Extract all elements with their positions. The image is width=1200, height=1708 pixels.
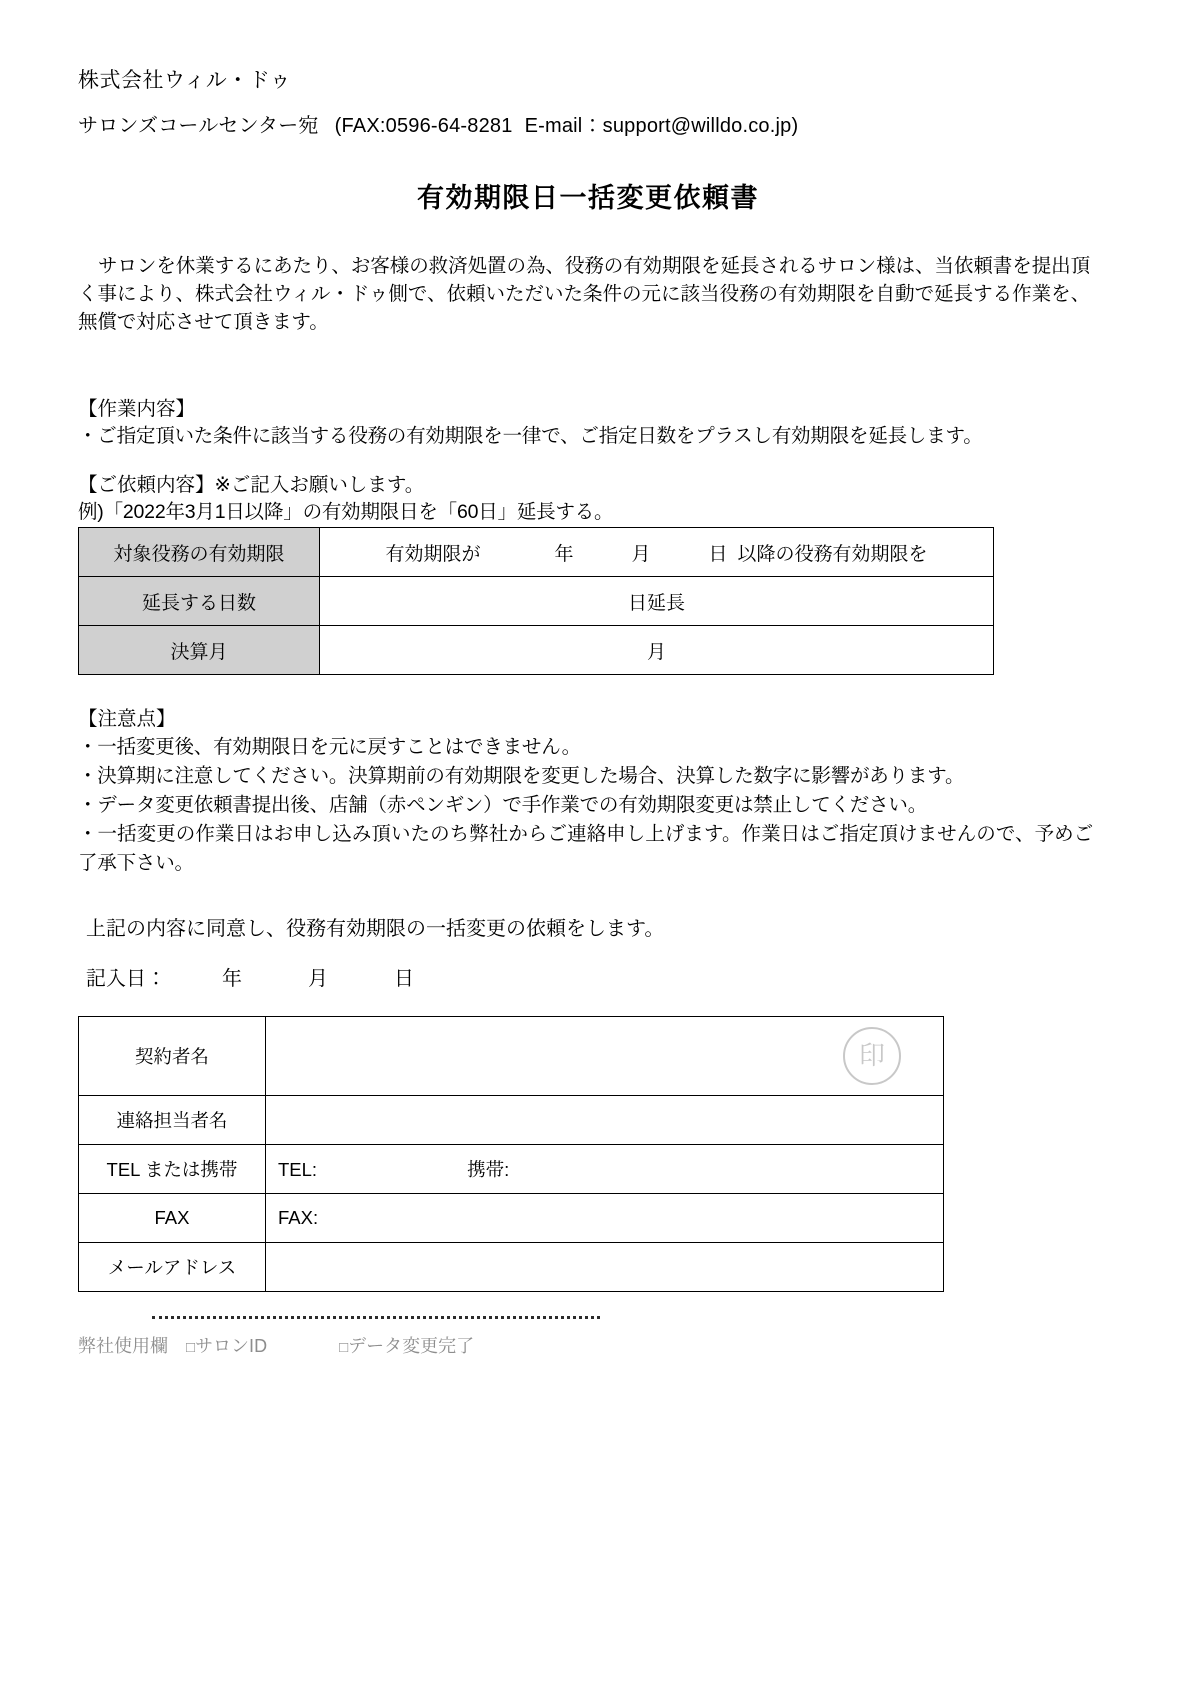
consent-statement: 上記の内容に同意し、役務有効期限の一括変更の依頼をします。	[86, 918, 665, 940]
row-label-contact-person: 連絡担当者名	[79, 1096, 266, 1145]
entry-date-label: 記入日：	[86, 968, 166, 990]
expiry-prefix-label: 有効期限が	[385, 543, 481, 565]
note-item: ・一括変更の作業日はお申し込み頂いたのち弊社からご連絡申し上げます。作業日はご指定頂けませんので、予めご了承下さい。	[78, 823, 1093, 874]
table-row	[79, 528, 994, 577]
row-label-target-period: 対象役務の有効期限	[79, 528, 320, 577]
expiry-suffix-label: 以降の役務有効期限を	[737, 543, 928, 565]
row-label-settlement-month: 決算月	[79, 626, 320, 675]
row-value-contact-person[interactable]	[266, 1096, 944, 1145]
table-row	[79, 1017, 944, 1096]
company-name: 株式会社ウィル・ドゥ	[78, 69, 292, 92]
entry-day-unit: 日	[394, 968, 414, 990]
salon-id-label: サロンID	[195, 1336, 268, 1356]
month-unit-label: 月	[631, 543, 651, 565]
tel-prefix-label: TEL:	[278, 1159, 318, 1180]
row-value-tel-mobile[interactable]	[266, 1145, 944, 1194]
row-label-tel-mobile: TEL または携帯	[79, 1145, 266, 1194]
row-value-settlement-month[interactable]: 月	[320, 626, 994, 675]
seal-stamp-icon: 印	[843, 1027, 901, 1085]
entry-year-unit: 年	[222, 968, 242, 990]
table-row	[79, 1145, 944, 1194]
note-item: ・一括変更後、有効期限日を元に戻すことはできません。	[78, 736, 581, 758]
data-change-done-checkbox[interactable]: □	[339, 1339, 349, 1356]
entry-date-line[interactable]	[86, 962, 414, 991]
work-content-section	[78, 396, 1098, 450]
table-row	[79, 626, 994, 675]
request-content-section	[78, 472, 1098, 526]
row-value-extension-days[interactable]: 日延長	[320, 577, 994, 626]
day-unit-label: 日	[708, 543, 728, 565]
notes-heading: 【注意点】	[78, 708, 176, 730]
table-row	[79, 1194, 944, 1243]
request-content-heading: 【ご依頼内容】※ご記入お願いします。	[78, 474, 425, 496]
row-value-contractor-name[interactable]	[266, 1017, 944, 1096]
signature-contact-table	[78, 1016, 944, 1292]
fax-number: (FAX:0596-64-8281	[334, 115, 513, 137]
table-row	[79, 1096, 944, 1145]
table-row	[79, 577, 994, 626]
note-item: ・決算期に注意してください。決算期前の有効期限を変更した場合、決算した数字に影響があります。	[78, 765, 965, 787]
footer-divider	[152, 1316, 600, 1319]
row-value-fax[interactable]: FAX:	[266, 1194, 944, 1243]
notes-section	[78, 706, 1093, 878]
request-input-table	[78, 527, 994, 675]
entry-month-unit: 月	[308, 968, 328, 990]
page-title: 有効期限日一括変更依頼書	[417, 183, 759, 213]
row-label-email: メールアドレス	[79, 1243, 266, 1292]
row-value-target-period[interactable]	[320, 528, 994, 577]
email-address: E-mail：support@willdo.co.jp)	[524, 115, 799, 137]
salon-id-checkbox[interactable]: □	[186, 1339, 196, 1356]
work-content-line: ・ご指定頂いた条件に該当する役務の有効期限を一律で、ご指定日数をプラスし有効期限を延長します。	[78, 425, 983, 447]
row-label-extension-days: 延長する日数	[79, 577, 320, 626]
row-value-email[interactable]	[266, 1243, 944, 1292]
request-example-line: 例)「2022年3月1日以降」の有効期限日を「60日」延長する。	[78, 501, 614, 523]
internal-use-footer	[78, 1332, 474, 1358]
internal-use-label: 弊社使用欄	[78, 1336, 168, 1356]
note-item: ・データ変更依頼書提出後、店舗（赤ペンギン）で手作業での有効期限変更は禁止してください。	[78, 794, 928, 816]
addressee-contact-line	[78, 109, 798, 138]
row-label-contractor-name: 契約者名	[79, 1017, 266, 1096]
row-label-fax: FAX	[79, 1194, 266, 1243]
intro-paragraph: サロンを休業するにあたり、お客様の救済処置の為、役務の有効期限を延長されるサロン様は、当依頼書を提出頂く事により、株式会社ウィル・ドゥ側で、依頼いただいた条件の元に該当役務の有効期限を自動で延長する作業を、無償で対応させて頂きます。	[78, 255, 1090, 333]
work-content-heading: 【作業内容】	[78, 398, 196, 420]
data-change-done-label: データ変更完了	[348, 1336, 475, 1356]
mobile-prefix-label: 携帯:	[467, 1159, 510, 1180]
addressee-label: サロンズコールセンター宛	[78, 115, 319, 137]
table-row	[79, 1243, 944, 1292]
year-unit-label: 年	[554, 543, 574, 565]
